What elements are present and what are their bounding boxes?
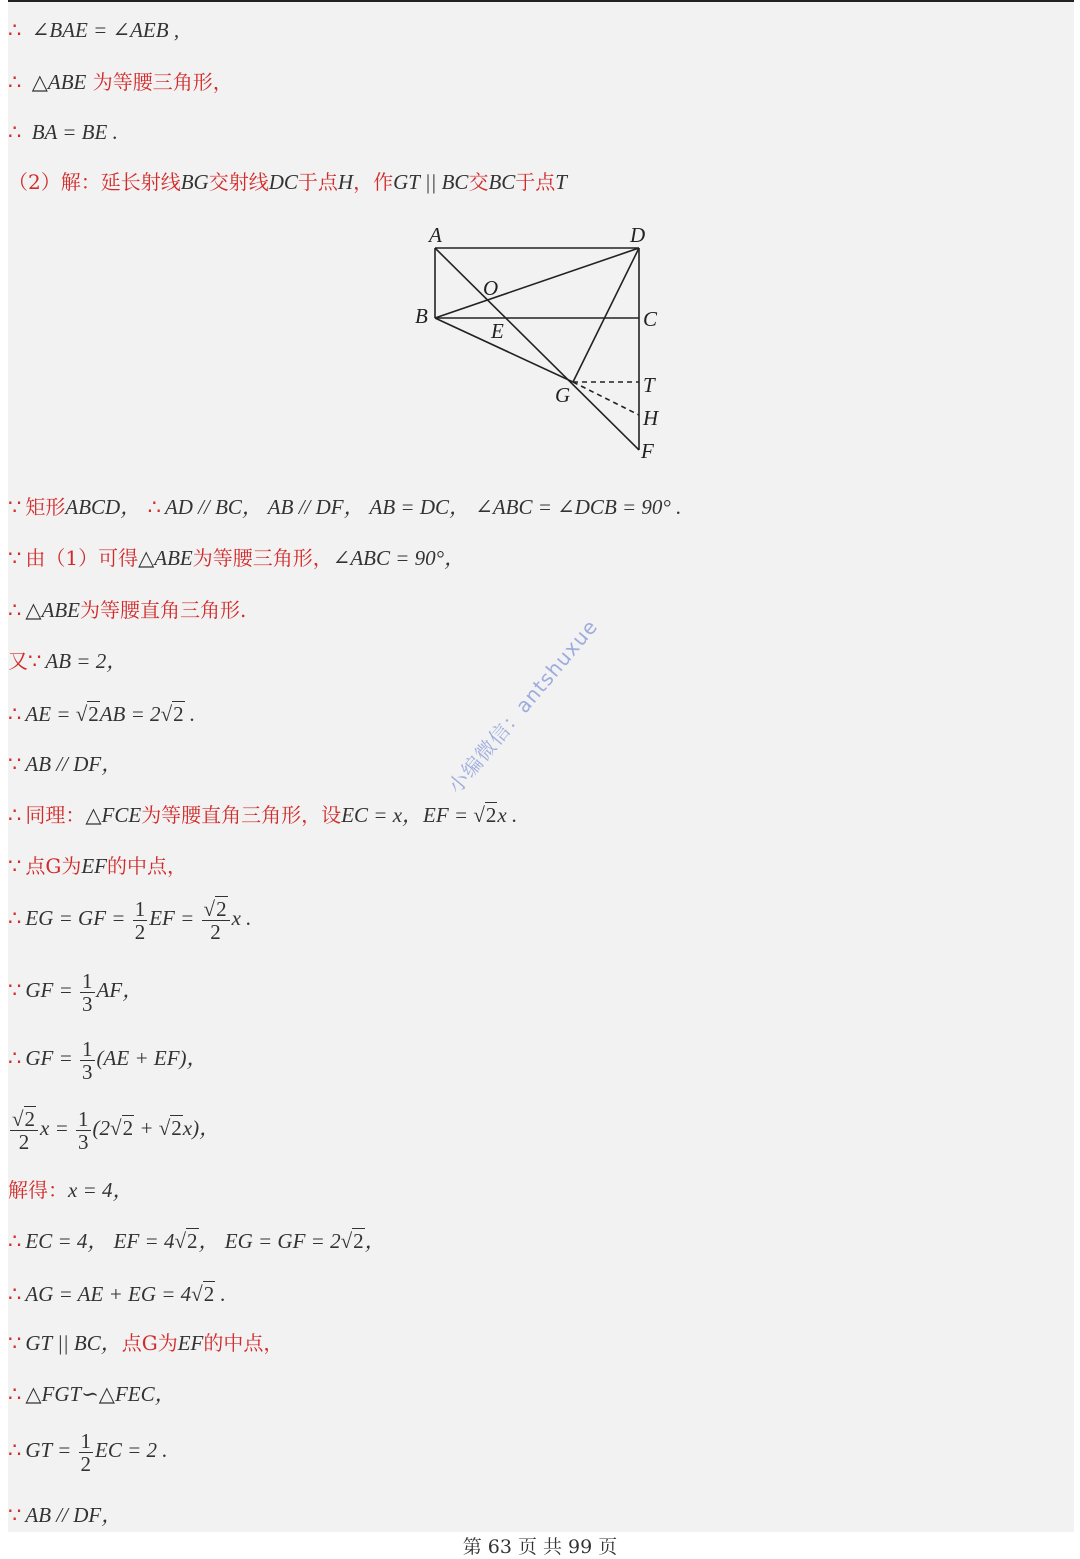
triangle-name: △ABE [138,546,193,570]
fraction-one-third: $\frac{1}{3}$ [82,1037,93,1084]
fraction-sqrt2-over-2: $\frac{√2}{2}$ [202,898,230,943]
label-b: B [415,304,428,328]
therefore-symbol: ∴ [8,1282,22,1306]
proof-line-8 [8,649,127,673]
proof-line-18 [8,1229,386,1253]
segment-dc: DC [268,170,298,194]
equation: ， [364,1229,386,1253]
equation: ， EG = GF = 2 [198,1229,341,1253]
proof-line-7 [8,598,246,622]
proof-line-14 [8,970,143,1015]
because-symbol: ∵ [8,854,22,878]
sqrt-two: √2 [473,803,497,827]
sqrt-two: √2 [340,1229,364,1253]
statement-text: 又 [8,649,28,673]
intro-text: 交 [468,170,489,194]
equation: EC = 4， EF = 4 [25,1229,175,1253]
segment-bg: BG [180,170,209,194]
label-t: T [643,373,655,397]
fraction-one-third: $\frac{1}{3}$ [78,1107,89,1154]
because-symbol: ∵ [8,752,22,776]
therefore-symbol: ∴ [8,120,22,144]
sqrt-two: √2 [191,1282,215,1306]
statement-text: 的中点， [203,1331,284,1355]
proof-line-5 [8,495,681,519]
segment-ef: EF [177,1331,204,1355]
sqrt-two: √2 [160,702,184,726]
proof-line-9 [8,702,195,726]
equation: AF， [96,978,144,1003]
statement-text: 为等腰三角形， [192,546,333,570]
therefore-symbol: ∴ [147,495,161,519]
proof-line-16 [8,1108,220,1153]
label-f: F [641,439,654,463]
intro-text: 于点 [297,170,338,194]
because-symbol: ∵ [8,1331,22,1355]
intro-text: （2）解：延长射线 [8,170,181,194]
therefore-symbol: ∴ [8,906,22,931]
proof-line-12 [8,854,187,878]
therefore-symbol: ∴ [8,1438,22,1463]
segment-bc: BC [488,170,516,194]
equation: + [134,1116,159,1141]
equation: BA = BE . [31,120,118,144]
proof-line-23 [8,1503,122,1527]
statement-text: 点G为 [25,854,82,878]
triangle-name: △ABE [31,70,87,94]
proof-line-13 [8,898,251,943]
label-d: D [630,223,646,247]
sqrt-two: √2 [75,702,99,726]
equation: GT || BC， [25,1331,122,1355]
label-g: G [555,383,571,407]
equation: (2 [92,1116,111,1141]
page-footer: 第 63 页 共 99 页 [462,1536,618,1558]
statement-text: 同理： [25,803,86,827]
therefore-symbol: ∴ [8,803,22,827]
equation: ∠ABC = 90°， [332,546,466,570]
equation: EF = [149,906,200,931]
proof-line-6 [8,546,465,570]
proof-line-15 [8,1038,208,1083]
equation: AE = [25,702,76,726]
similarity-statement: △FGT∽△FEC， [25,1382,176,1406]
statement-text: 解得： [8,1178,68,1202]
proof-line-2 [8,70,233,94]
because-symbol: ∵ [8,978,22,1003]
sqrt-two: √2 [174,1229,198,1253]
intro-text: 于点 [515,170,556,194]
proof-line-20 [8,1331,283,1355]
fraction-one-third: $\frac{1}{3}$ [82,969,93,1016]
point-t: T [555,170,567,194]
sqrt-two: √2 [110,1116,134,1141]
intro-text: ，作 [353,170,394,194]
equation: EC = 2 . [95,1438,168,1463]
equation: EC = x，EF = [341,803,474,827]
because-symbol: ∵ [8,546,22,570]
proof-line-19 [8,1282,226,1306]
equation: x)， [182,1116,221,1141]
fraction-sqrt2-over-2: $\frac{√2}{2}$ [10,1108,38,1153]
because-symbol: ∵ [28,649,42,673]
proof-line-21 [8,1382,176,1406]
statement-text: 为等腰直角三角形，设 [141,803,342,827]
sqrt-two: √2 [158,1116,182,1141]
equation: x = [40,1116,75,1141]
equation: AB // DF， [25,1503,123,1527]
proof-line-3 [8,120,118,144]
rectangle-name: ABCD， [65,495,142,519]
therefore-symbol: ∴ [8,702,22,726]
statement-text: 由（1）可得 [25,546,139,570]
label-c: C [643,307,658,331]
label-e: E [491,319,504,343]
therefore-symbol: ∴ [8,1382,22,1406]
triangle-name: △FCE [85,803,142,827]
statement-text: 的中点， [107,854,188,878]
therefore-symbol: ∴ [8,1229,22,1253]
therefore-symbol: ∴ [8,1046,22,1071]
proof-line-10 [8,752,122,776]
equation: AG = AE + EG = 4 [25,1282,192,1306]
equation: ∠BAE = ∠AEB , [31,18,180,42]
equation: GF = [25,1046,79,1071]
watermark-text: 小编微信：antshuxue [443,614,603,798]
equation: GF = [25,978,79,1003]
label-h: H [643,406,659,430]
statement-text: 为等腰直角三角形. [80,598,247,622]
therefore-symbol: ∴ [8,70,22,94]
because-symbol: ∵ [8,495,22,519]
equation: x . [497,803,518,827]
parallel-statement: GT || BC [393,170,469,194]
equation: AB = 2 [99,702,161,726]
statement-text: 点G为 [121,1331,178,1355]
proof-line-22 [8,1430,168,1475]
triangle-name: △ABE [25,598,81,622]
part-2-intro [8,170,567,194]
equation: x . [231,906,252,931]
proof-line-11 [8,803,517,827]
equation: GT = [25,1438,77,1463]
intro-text: 交射线 [208,170,269,194]
therefore-symbol: ∴ [8,598,22,622]
equation: x = 4， [68,1178,134,1202]
period: . [184,702,196,726]
proof-line-1 [8,18,179,42]
statement-text: 为等腰三角形， [92,70,233,94]
label-o: O [483,276,499,300]
equation: EG = GF = [25,906,131,931]
therefore-symbol: ∴ [8,18,22,42]
geometry-figure [405,220,675,465]
equation: AB // DF， [25,752,123,776]
equation: AB = 2， [45,649,128,673]
equation: . [215,1282,226,1306]
equation: (AE + EF)， [96,1046,208,1071]
because-symbol: ∵ [8,1503,22,1527]
equation: AD // BC， AB // DF， AB = DC， ∠ABC = ∠DCB = 90° . [164,495,682,519]
segment-ef: EF [81,854,108,878]
fraction-one-half: $\frac{1}{2}$ [134,897,146,944]
statement-text: 矩形 [25,495,66,519]
point-h: H [337,170,354,194]
label-a: A [429,223,442,247]
proof-line-17 [8,1178,134,1202]
fraction-one-half: $\frac{1}{2}$ [80,1429,92,1476]
